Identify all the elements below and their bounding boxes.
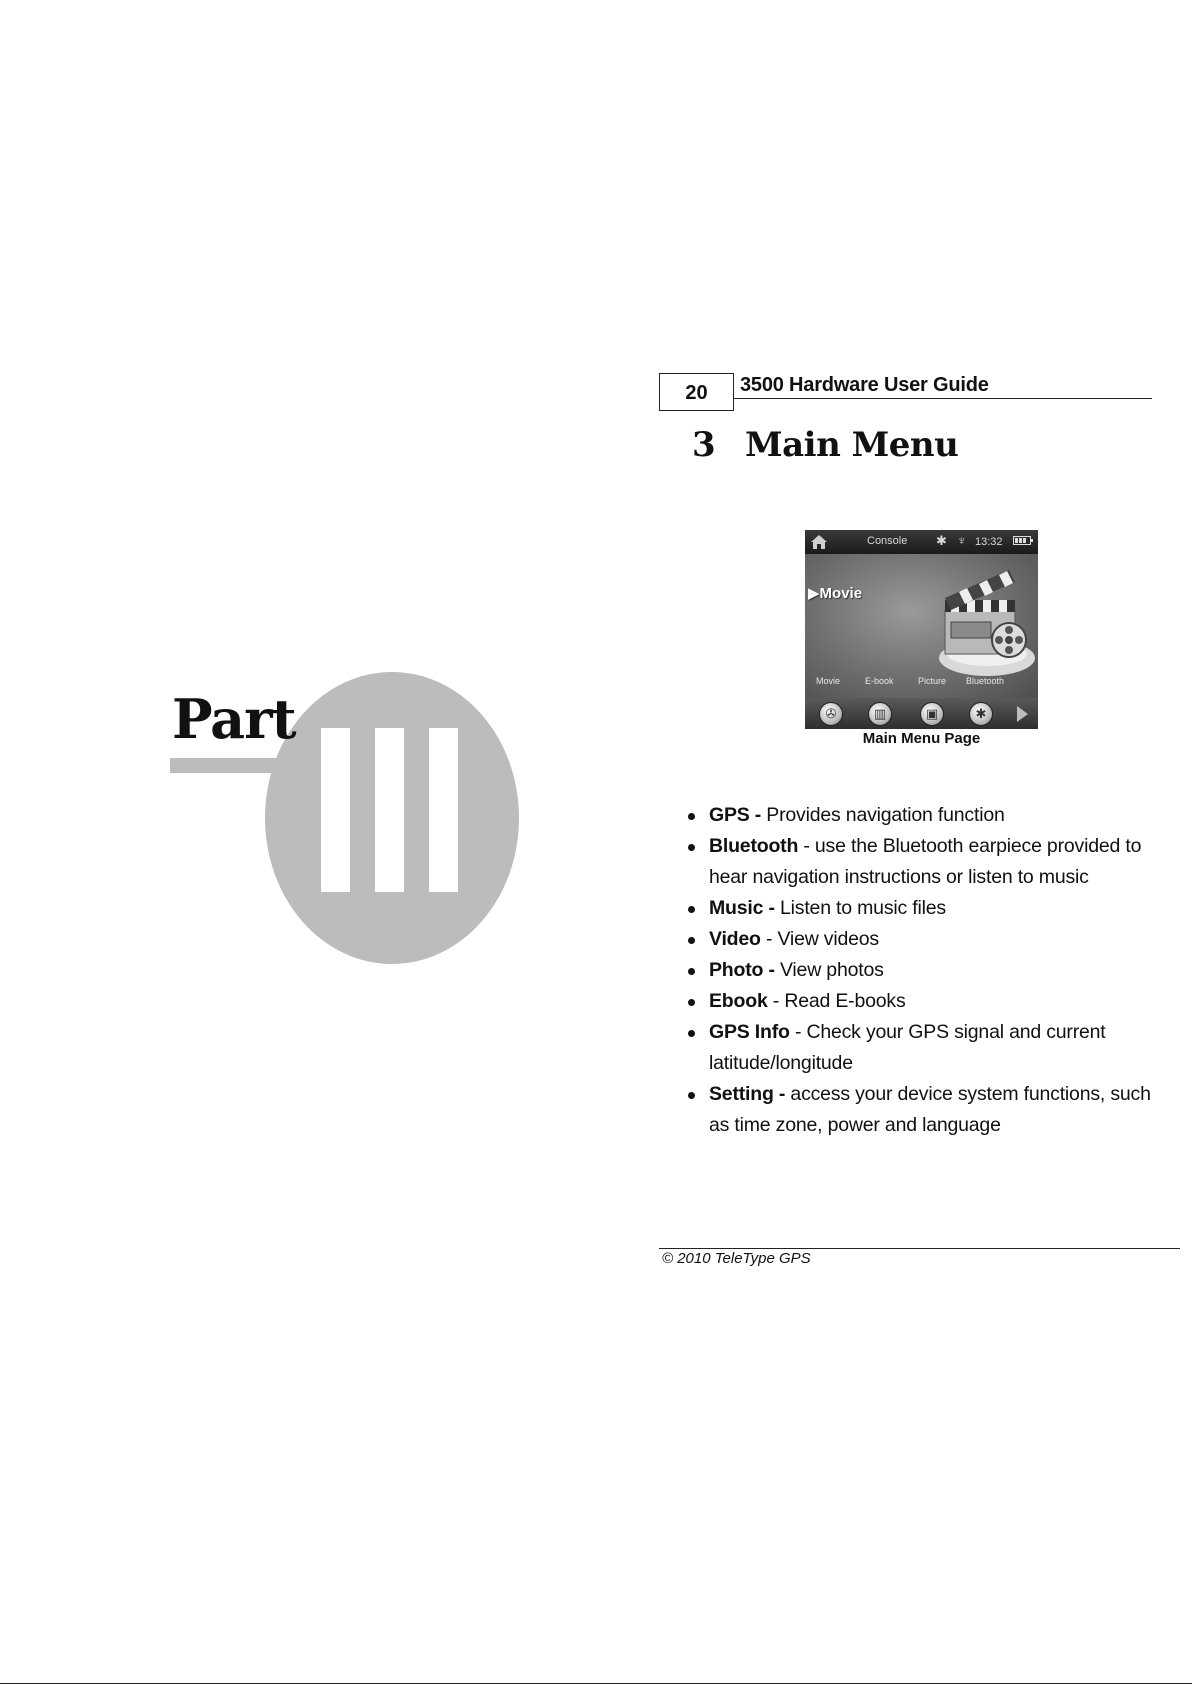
main-menu-screenshot	[805, 530, 1038, 729]
icon-label-picture: Picture	[918, 676, 947, 686]
list-item: Ebook - Read E-books	[688, 986, 1158, 1017]
part-label: Part	[172, 687, 296, 751]
status-time: 13:32	[975, 536, 1003, 548]
icon-label-bluetooth: Bluetooth	[966, 676, 1005, 686]
home-icon	[810, 533, 828, 551]
page-bottom-rule	[0, 1683, 1192, 1684]
part-underline	[170, 758, 290, 773]
selected-menu-label: ▶Movie	[808, 585, 863, 602]
section-number: 3	[692, 425, 716, 465]
feature-list	[688, 800, 1158, 1141]
battery-icon	[1013, 536, 1031, 545]
bluetooth-icon: ✱	[969, 702, 993, 726]
list-item: GPS - Provides navigation function	[688, 800, 1158, 831]
menu-icon-labels	[805, 674, 1038, 688]
roman-numeral-bar	[321, 728, 350, 892]
film-reel-icon: ✇	[819, 702, 843, 726]
device-status-bar	[805, 530, 1038, 554]
list-item: Bluetooth - use the Bluetooth earpiece provided to hear navigation instructions or listen to music	[688, 831, 1158, 893]
roman-numeral-bar	[429, 728, 458, 892]
list-item: Video - View videos	[688, 924, 1158, 955]
movie-clapperboard-icon	[925, 560, 1037, 680]
icon-label-movie: Movie	[816, 676, 841, 686]
status-console-label: Console	[867, 535, 908, 547]
figure-caption: Main Menu Page	[862, 730, 981, 747]
icon-label-ebook: E-book	[865, 676, 894, 686]
section-heading	[692, 425, 958, 465]
picture-icon: ▣	[920, 702, 944, 726]
bluetooth-status-icon: ✱	[936, 533, 947, 548]
microphone-icon: ♆	[957, 533, 967, 548]
header-rule	[734, 398, 1152, 399]
list-item: GPS Info - Check your GPS signal and current latitude/longitude	[688, 1017, 1158, 1079]
menu-icon-row	[805, 698, 1038, 729]
next-page-arrow-icon	[1017, 706, 1028, 722]
roman-numeral-bar	[375, 728, 404, 892]
list-item: Music - Listen to music files	[688, 893, 1158, 924]
list-item: Photo - View photos	[688, 955, 1158, 986]
list-item: Setting - access your device system functions, such as time zone, power and language	[688, 1079, 1158, 1141]
section-title: Main Menu	[745, 425, 959, 465]
footer-rule	[659, 1248, 1180, 1249]
running-header-title: 3500 Hardware User Guide	[740, 374, 989, 396]
page-number: 20	[659, 373, 734, 411]
book-icon: ▥	[868, 702, 892, 726]
copyright-footer: © 2010 TeleType GPS	[662, 1250, 811, 1267]
selected-menu-text: Movie	[819, 585, 863, 602]
